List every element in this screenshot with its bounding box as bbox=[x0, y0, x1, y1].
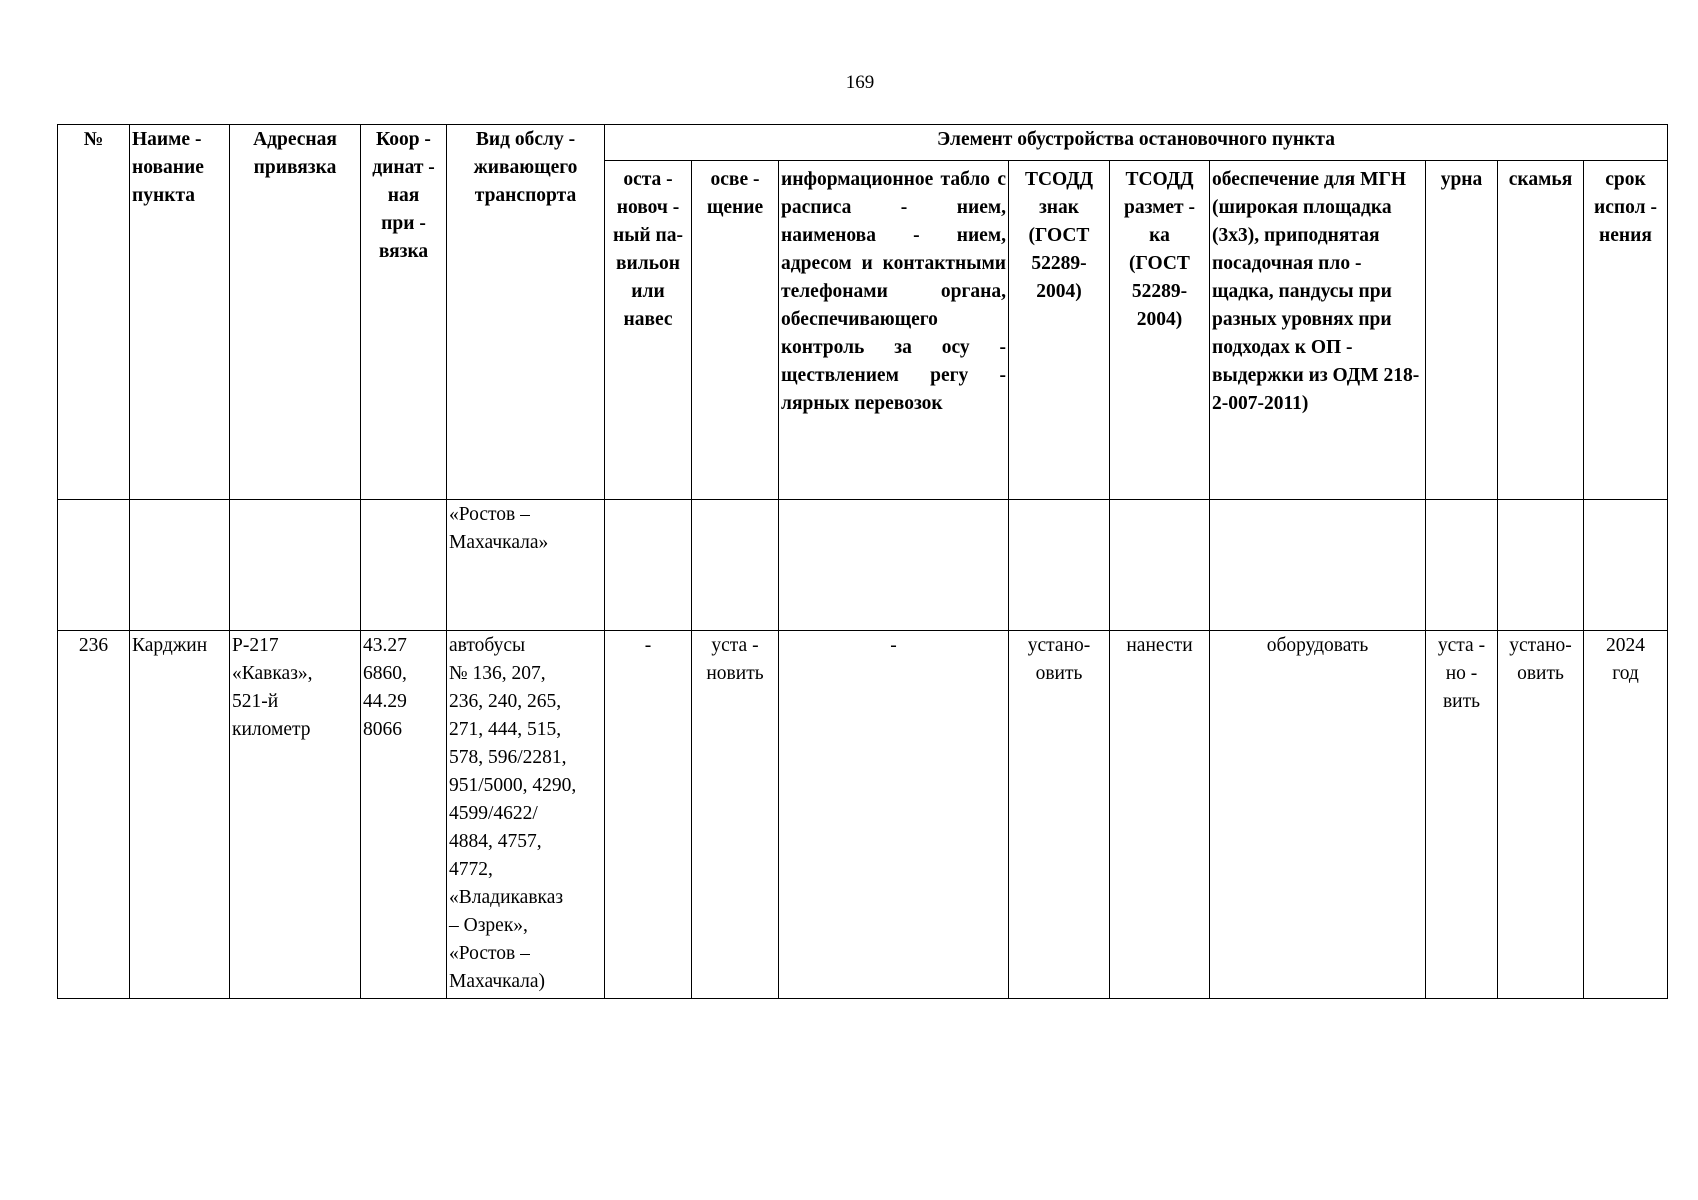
cell-num bbox=[58, 500, 130, 631]
cell-info-board: - bbox=[779, 631, 1009, 999]
header-pavilion: оста - новоч - ный па- вильон или навес bbox=[605, 161, 692, 500]
page-number: 169 bbox=[845, 72, 875, 93]
cell-urn bbox=[1426, 500, 1498, 631]
cell-deadline bbox=[1584, 500, 1668, 631]
header-lighting: осве - щение bbox=[692, 161, 779, 500]
cell-bench: устано- овить bbox=[1498, 631, 1584, 999]
table-row bbox=[58, 500, 1668, 631]
header-coords: Коор - динат - ная при - вязка bbox=[361, 125, 447, 500]
header-info-board: информационное табло с расписа - нием, наименова - нием, адресом и контактными телефонами органа, обеспечивающего контроль за осу - ществлением регу - лярных перевозок bbox=[779, 161, 1009, 500]
cell-address bbox=[230, 500, 361, 631]
cell-deadline: 2024 год bbox=[1584, 631, 1668, 999]
header-deadline: срок испол - нения bbox=[1584, 161, 1668, 500]
header-tsodd-sign: ТСОДД знак (ГОСТ 52289- 2004) bbox=[1009, 161, 1110, 500]
cell-transport: «Ростов – Махачкала» bbox=[447, 500, 605, 631]
cell-pavilion bbox=[605, 500, 692, 631]
cell-lighting: уста - новить bbox=[692, 631, 779, 999]
cell-mgn bbox=[1210, 500, 1426, 631]
cell-tsodd-marking bbox=[1110, 500, 1210, 631]
header-transport: Вид обслу - живающего транспорта bbox=[447, 125, 605, 500]
header-name: Наиме - нование пункта bbox=[130, 125, 230, 500]
cell-lighting bbox=[692, 500, 779, 631]
header-tsodd-marking: ТСОДД размет - ка (ГОСТ 52289- 2004) bbox=[1110, 161, 1210, 500]
header-urn: урна bbox=[1426, 161, 1498, 500]
header-address: Адресная привязка bbox=[230, 125, 361, 500]
cell-name bbox=[130, 500, 230, 631]
cell-tsodd-sign: устано- овить bbox=[1009, 631, 1110, 999]
cell-name: Карджин bbox=[130, 631, 230, 999]
cell-bench bbox=[1498, 500, 1584, 631]
header-group-elements: Элемент обустройства остановочного пункта bbox=[605, 125, 1668, 161]
cell-coords bbox=[361, 500, 447, 631]
header-bench: скамья bbox=[1498, 161, 1584, 500]
header-row-1 bbox=[58, 125, 1668, 161]
cell-tsodd-marking: нанести bbox=[1110, 631, 1210, 999]
cell-info-board bbox=[779, 500, 1009, 631]
cell-num: 236 bbox=[58, 631, 130, 999]
cell-tsodd-sign bbox=[1009, 500, 1110, 631]
cell-mgn: оборудовать bbox=[1210, 631, 1426, 999]
header-num: № bbox=[58, 125, 130, 500]
bus-stop-table bbox=[57, 124, 1668, 999]
cell-transport: автобусы № 136, 207, 236, 240, 265, 271, 444, 515, 578, 596/2281, 951/5000, 4290, 4599/4622/ 4884, 4757, 4772, «Владикавказ – Озрек», «Ростов – Махачкала) bbox=[447, 631, 605, 999]
cell-pavilion: - bbox=[605, 631, 692, 999]
cell-coords: 43.27 6860, 44.29 8066 bbox=[361, 631, 447, 999]
cell-address: Р-217 «Кавказ», 521-й километр bbox=[230, 631, 361, 999]
cell-urn: уста - но - вить bbox=[1426, 631, 1498, 999]
table-row bbox=[58, 631, 1668, 999]
header-mgn: обеспечение для МГН (широкая площадка (3х3), приподнятая посадочная пло - щадка, пандусы при разных уровнях при подходах к ОП - выдержки из ОДМ 218-2-007-2011) bbox=[1210, 161, 1426, 500]
